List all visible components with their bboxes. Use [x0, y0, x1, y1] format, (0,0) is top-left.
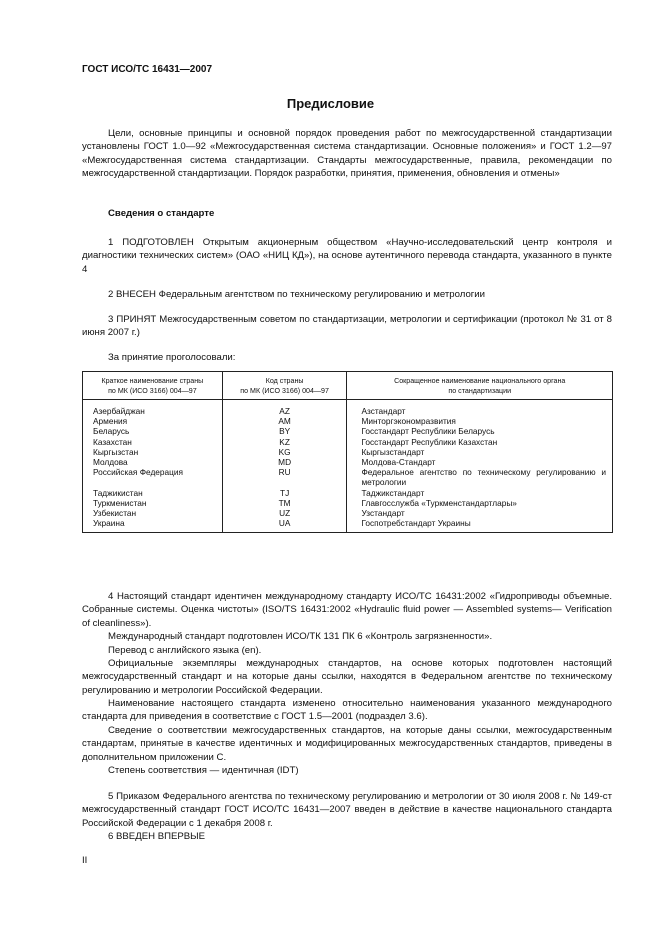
- cell-code: KG: [222, 447, 347, 457]
- item-4-official-copies: Официальные экземпляры международных стандартов, на основе которых подготовлен настоящий межгосударственный стандарт и на которые даны ссылки, находятся в Федеральном агентстве по техническому регулированию и метрологии Российской Федерации.: [82, 658, 612, 696]
- cell-code: RU: [222, 467, 347, 487]
- cell-body: Госстандарт Республики Казахстан: [347, 437, 613, 447]
- cell-country: Беларусь: [83, 426, 223, 436]
- cell-country: Азербайджан: [83, 400, 223, 417]
- item-4-translation-note: Перевод с английского языка (en).: [108, 645, 262, 656]
- cell-code: UZ: [222, 508, 347, 518]
- intro-paragraph: Цели, основные принципы и основной порядок проведения работ по межгосударственной стандартизации установлены ГОСТ 1.0—92 «Межгосударственная система стандартизации. Основные положения» и ГОСТ 1.2—97 «Межгосударственная система стандартизации. Стандарты межгосударственные, правила, рекомендации по межгосударственной стандартизации. Порядок разработки, принятия, применения, обновления и отмены»: [82, 128, 612, 179]
- table-row: [83, 508, 613, 518]
- cell-body: Кыргызстандарт: [347, 447, 613, 457]
- table-header-code: Код страны по МК (ИСО 3166) 004—97: [222, 372, 347, 400]
- item-6-paragraph: 6 ВВЕДЕН ВПЕРВЫЕ: [108, 831, 206, 842]
- document-header: ГОСТ ИСО/ТС 16431—2007: [82, 64, 213, 75]
- item-4-correspondence: Сведение о соответствии межгосударственных стандартов, на которые даны ссылки, межгосударственным стандартам, принятые в качестве идентичных и модифицированных межгосударственных стандартов, приведены в дополнительном приложении С.: [82, 725, 612, 763]
- cell-code: BY: [222, 426, 347, 436]
- cell-code: MD: [222, 457, 347, 467]
- item-2-paragraph: 2 ВНЕСЕН Федеральным агентством по техническому регулированию и метрологии: [108, 289, 486, 300]
- cell-body: Узстандарт: [347, 508, 613, 518]
- table-row: [83, 488, 613, 498]
- section-heading: Сведения о стандарте: [108, 208, 215, 219]
- cell-body: Таджикстандарт: [347, 488, 613, 498]
- cell-country: Казахстан: [83, 437, 223, 447]
- table-header-body: Сокращенное наименование национального органа по стандартизации: [347, 372, 613, 400]
- cell-body: Молдова-Стандарт: [347, 457, 613, 467]
- cell-code: TJ: [222, 488, 347, 498]
- cell-code: UA: [222, 518, 347, 533]
- cell-body: Госстандарт Республики Беларусь: [347, 426, 613, 436]
- page-title: Предисловие: [286, 96, 375, 111]
- cell-country: Украина: [83, 518, 223, 533]
- table-row: [83, 437, 613, 447]
- item-5-paragraph: 5 Приказом Федерального агентства по техническому регулированию и метрологии от 30 июля 2008 г. № 149-ст межгосударственный стандарт ГОСТ ИСО/ТС 16431—2007 введен в действие в качестве национального стандарта Российской Федерации с 1 декабря 2008 г.: [82, 791, 612, 829]
- table-row: [83, 447, 613, 457]
- cell-country: Молдова: [83, 457, 223, 467]
- cell-country: Кыргызстан: [83, 447, 223, 457]
- cell-country: Армения: [83, 416, 223, 426]
- item-4-degree: Степень соответствия — идентичная (IDT): [108, 765, 299, 776]
- item-4-name-change: Наименование настоящего стандарта изменено относительно наименования указанного международного стандарта для приведения в соответствие с ГОСТ 1.5—2001 (подраздел 3.6).: [82, 698, 612, 723]
- cell-code: KZ: [222, 437, 347, 447]
- cell-code: AZ: [222, 400, 347, 417]
- cell-country: Узбекистан: [83, 508, 223, 518]
- table-header-country: Краткое наименование страны по МК (ИСО 3166) 004—97: [83, 372, 223, 400]
- table-row: [83, 518, 613, 533]
- table-row: [83, 426, 613, 436]
- item-4-paragraph: 4 Настоящий стандарт идентичен международному стандарту ИСО/ТС 16431:2002 «Гидроприводы объемные. Собранные системы. Оценка чистоты» (ISO/TS 16431:2002 «Hydraulic fluid power — Assembled systems— Verification of cleanliness»).: [82, 591, 612, 629]
- voted-label: За принятие проголосовали:: [108, 352, 236, 363]
- table-row: [83, 400, 613, 417]
- page-number: II: [82, 855, 88, 866]
- table-row: [83, 467, 613, 487]
- cell-country: Туркменистан: [83, 498, 223, 508]
- cell-body: Госпотребстандарт Украины: [347, 518, 613, 533]
- table-header-row: [83, 372, 613, 400]
- table-row: [83, 457, 613, 467]
- cell-code: AM: [222, 416, 347, 426]
- voting-table: [82, 371, 613, 533]
- cell-country: Российская Федерация: [83, 467, 223, 487]
- cell-body: Главгосслужба «Туркменстандартлары»: [347, 498, 613, 508]
- item-4-tc-note: Международный стандарт подготовлен ИСО/ТК 131 ПК 6 «Контроль загрязненности».: [108, 631, 493, 642]
- item-1-paragraph: 1 ПОДГОТОВЛЕН Открытым акционерным обществом «Научно-исследовательский центр контроля и диагностики технических систем» (ОАО «НИЦ КД»), на основе аутентичного перевода стандарта, указанного в пункте 4: [82, 237, 612, 275]
- item-3-paragraph: 3 ПРИНЯТ Межгосударственным советом по стандартизации, метрологии и сертификации (протокол № 31 от 8 июня 2007 г.): [82, 314, 612, 339]
- cell-country: Таджикистан: [83, 488, 223, 498]
- cell-body: Азстандарт: [347, 400, 613, 417]
- table-row: [83, 416, 613, 426]
- table-row: [83, 498, 613, 508]
- cell-code: TM: [222, 498, 347, 508]
- cell-body: Минторгэкономразвития: [347, 416, 613, 426]
- cell-body: Федеральное агентство по техническому регулированию и метрологии: [347, 467, 613, 487]
